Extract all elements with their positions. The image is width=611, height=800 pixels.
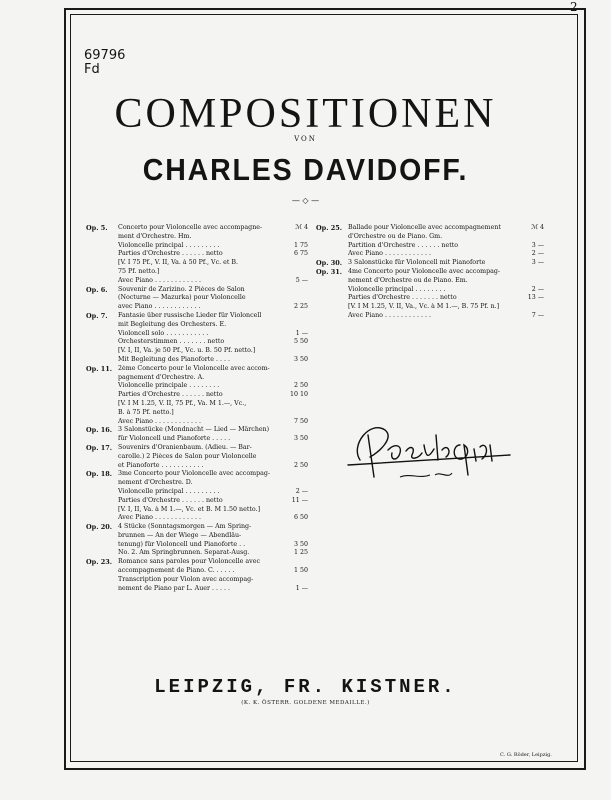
catalog-line bbox=[118, 418, 308, 427]
price: ℳ 4 bbox=[531, 224, 544, 231]
price: 3 50 bbox=[293, 540, 308, 548]
work-description: Parties d'Orchestre . . . . . . netto bbox=[118, 391, 223, 399]
page-title: COMPOSITIONEN bbox=[114, 91, 497, 137]
work-description: Parties d'Orchestre . . . . . . netto bbox=[118, 250, 223, 258]
work-description: Souvenir de Zarizino. 2 Pièces de Salon bbox=[118, 285, 245, 293]
price bbox=[518, 277, 544, 286]
catalog-line bbox=[118, 541, 308, 550]
price: 5 — bbox=[295, 276, 308, 284]
price: 2 — bbox=[295, 487, 308, 495]
price bbox=[282, 312, 308, 321]
work-description: et Pianoforte . . . . . . . . . . . bbox=[118, 461, 204, 469]
work-description: Partition d'Orchestre . . . . . . netto bbox=[348, 241, 459, 249]
price: 1 75 bbox=[293, 241, 308, 249]
work-description: (Nocturne — Mazurka) pour Violoncelle bbox=[118, 294, 246, 302]
price bbox=[282, 558, 308, 567]
work-description: 4 Stücke (Sonntagsmorgen — Am Spring- bbox=[118, 523, 252, 531]
opus-entry bbox=[316, 268, 544, 321]
price: 6 50 bbox=[293, 514, 308, 522]
catalog-line bbox=[348, 224, 544, 233]
catalog-line bbox=[118, 567, 308, 576]
work-description: 75 Pf. netto.] bbox=[118, 267, 160, 275]
price: 2 25 bbox=[293, 303, 308, 311]
price: 3 50 bbox=[293, 355, 308, 363]
opus-entry bbox=[86, 286, 308, 312]
price: 2 — bbox=[531, 285, 544, 293]
price bbox=[282, 532, 308, 541]
catalog-line bbox=[118, 382, 308, 391]
publisher-name: LEIPZIG, FR. KISTNER. bbox=[154, 676, 457, 698]
work-description: [V. I M 1.25, V. II, Va., Vc. à M 1.—, B. 75 Pf. n.] bbox=[348, 303, 500, 311]
catalog-line bbox=[118, 242, 308, 251]
opus-number: Op. 11. bbox=[86, 364, 113, 373]
catalog-line bbox=[118, 497, 308, 506]
price bbox=[282, 347, 308, 356]
opus-entry bbox=[86, 365, 308, 427]
work-description: Parties d'Orchestre . . . . . . netto bbox=[118, 496, 223, 504]
catalog-line bbox=[118, 532, 308, 541]
opus-entry bbox=[86, 558, 308, 593]
catalog-line bbox=[118, 400, 308, 409]
catalog-line bbox=[118, 224, 308, 233]
opus-entry bbox=[86, 470, 308, 523]
price bbox=[518, 233, 544, 242]
catalog-line bbox=[118, 250, 308, 259]
price bbox=[282, 409, 308, 418]
catalog-line bbox=[118, 514, 308, 523]
price: 5 50 bbox=[293, 338, 308, 346]
price: 3 — bbox=[531, 259, 544, 267]
catalog-line bbox=[348, 259, 544, 268]
catalog-line bbox=[348, 277, 544, 286]
catalog-line bbox=[118, 506, 308, 515]
work-description: Orchesterstimmen . . . . . . . netto bbox=[118, 338, 225, 346]
work-description: Avec Piano . . . . . . . . . . . . bbox=[118, 417, 201, 425]
catalog-line bbox=[118, 321, 308, 330]
opus-number: Op. 17. bbox=[86, 443, 113, 452]
price: 13 — bbox=[527, 294, 544, 302]
catalog-line bbox=[118, 488, 308, 497]
opus-number: Op. 30. bbox=[316, 259, 343, 268]
catalog-left-column bbox=[86, 224, 308, 593]
work-description: Ballade pour Violoncelle avec accompagnement bbox=[348, 224, 501, 231]
price: 1 — bbox=[295, 584, 308, 592]
work-description: 3 Salonstücke (Mondnacht — Lied — Märchen) bbox=[118, 426, 270, 434]
von-label: VON bbox=[294, 135, 317, 143]
work-description: No. 2. Am Springbrunnen. Separat-Ausg. bbox=[118, 549, 250, 557]
work-description: Transcription pour Violon avec accompag- bbox=[118, 575, 254, 583]
work-description: Violoncelle principal . . . . . . . . . bbox=[118, 487, 220, 495]
work-description: carolle.) 2 Pièces de Salon pour Violoncelle bbox=[118, 452, 257, 460]
opus-entry bbox=[316, 224, 544, 259]
work-description: 4me Concerto pour Violoncelle avec accompag- bbox=[348, 267, 501, 275]
opus-number: Op. 16. bbox=[86, 426, 113, 435]
catalog-line bbox=[118, 391, 308, 400]
work-description: Fantasie über russische Lieder für Violoncell bbox=[118, 311, 262, 319]
stamp-number: 69796 bbox=[84, 48, 126, 63]
price bbox=[282, 523, 308, 532]
work-description: Violoncell solo . . . . . . . . . . . bbox=[118, 329, 209, 337]
opus-number: Op. 7. bbox=[86, 311, 108, 320]
catalog-line bbox=[118, 268, 308, 277]
catalog-line bbox=[118, 585, 308, 594]
work-description: Avec Piano . . . . . . . . . . . . bbox=[118, 514, 201, 522]
work-description: [V. I, II, Va. je 50 Pf., Vc. u. B. 50 Pf. netto.] bbox=[118, 347, 256, 355]
work-description: Violoncelle principal . . . . . . . . . bbox=[118, 241, 220, 249]
price: 7 50 bbox=[293, 417, 308, 425]
work-description: mit Begleitung des Orchesters. E. bbox=[118, 320, 227, 328]
work-description: nement de Piano par L. Auer . . . . . bbox=[118, 584, 231, 592]
catalog-line bbox=[118, 347, 308, 356]
opus-number: Op. 18. bbox=[86, 470, 113, 479]
work-description: nement d'Orchestre. D. bbox=[118, 479, 193, 487]
catalog-line bbox=[348, 233, 544, 242]
work-description: avec Piano . . . . . . . . . . . . bbox=[118, 303, 201, 311]
catalog-line bbox=[118, 444, 308, 453]
catalog-line bbox=[118, 470, 308, 479]
catalog-line bbox=[118, 356, 308, 365]
price bbox=[282, 453, 308, 462]
catalog-line bbox=[118, 374, 308, 383]
opus-number: Op. 6. bbox=[86, 285, 108, 294]
work-description: 3me Concerto pour Violoncelle avec accompag- bbox=[118, 470, 271, 478]
corner-mark: 2 bbox=[570, 0, 578, 14]
price: 2 — bbox=[531, 250, 544, 258]
price bbox=[282, 506, 308, 515]
opus-entry bbox=[316, 259, 544, 268]
opus-number: Op. 23. bbox=[86, 558, 113, 567]
catalog-line bbox=[118, 426, 308, 435]
catalog-line bbox=[118, 303, 308, 312]
catalog-line bbox=[118, 338, 308, 347]
opus-entry bbox=[86, 444, 308, 470]
catalog-line bbox=[348, 294, 544, 303]
catalog-line bbox=[118, 294, 308, 303]
work-description: Avec Piano . . . . . . . . . . . . bbox=[348, 250, 431, 258]
opus-number: Op. 25. bbox=[316, 224, 343, 232]
price: 3 — bbox=[531, 241, 544, 249]
work-description: für Violoncell und Pianoforte . . . . . bbox=[118, 435, 231, 443]
catalog-line bbox=[118, 259, 308, 268]
opus-number: Op. 31. bbox=[316, 267, 343, 276]
price bbox=[282, 233, 308, 242]
price bbox=[282, 576, 308, 585]
opus-entry bbox=[86, 312, 308, 365]
price bbox=[282, 426, 308, 435]
work-description: d'Orchestre ou de Piano. Gm. bbox=[348, 232, 443, 240]
price bbox=[282, 479, 308, 488]
work-description: Violoncelle principale . . . . . . . . bbox=[118, 382, 220, 390]
catalog-right-column bbox=[316, 224, 544, 321]
work-description: [V. I, II, Va. à M 1.—, Vc. et B. M 1.50 netto.] bbox=[118, 505, 261, 513]
catalog-line bbox=[118, 312, 308, 321]
work-description: Romance sans paroles pour Violoncelle avec bbox=[118, 558, 260, 566]
work-description: Mit Begleitung des Pianoforte . . . . bbox=[118, 355, 231, 363]
catalog-line bbox=[118, 435, 308, 444]
catalog-line bbox=[118, 453, 308, 462]
work-description: Avec Piano . . . . . . . . . . . . bbox=[118, 276, 201, 284]
catalog-line bbox=[118, 277, 308, 286]
price: 6 75 bbox=[293, 250, 308, 258]
price bbox=[282, 400, 308, 409]
work-description: [V. I M 1.25, V. II, 75 Pf., Va. M 1.—, Vc., bbox=[118, 399, 247, 407]
catalog-line bbox=[348, 286, 544, 295]
catalog-line bbox=[118, 549, 308, 558]
catalog-line bbox=[118, 330, 308, 339]
price bbox=[282, 444, 308, 453]
price bbox=[282, 286, 308, 295]
work-description: pagnement d'Orchestre. A. bbox=[118, 373, 205, 381]
price bbox=[282, 470, 308, 479]
composer-name: CHARLES DAVIDOFF. bbox=[142, 152, 469, 187]
price: 1 — bbox=[295, 329, 308, 337]
catalog-line bbox=[348, 250, 544, 259]
catalog-line bbox=[118, 365, 308, 374]
work-description: B. à 75 Pf. netto.] bbox=[118, 408, 174, 416]
work-description: nement d'Orchestre ou de Piano. Em. bbox=[348, 276, 468, 284]
printer-credit: C. G. Röder, Leipzig. bbox=[500, 752, 552, 758]
work-description: Concerto pour Violoncelle avec accompagne- bbox=[118, 224, 263, 231]
publisher-medal: (K. K. ÖSTERR. GOLDENE MEDAILLE.) bbox=[241, 700, 370, 706]
handwritten-signature bbox=[340, 405, 520, 495]
catalog-line bbox=[118, 576, 308, 585]
price bbox=[282, 365, 308, 374]
price: 3 50 bbox=[293, 435, 308, 443]
work-description: tenung) für Violoncell und Pianoforte . . bbox=[118, 540, 246, 548]
work-description: Avec Piano . . . . . . . . . . . . bbox=[348, 311, 431, 319]
ornament: — ◇ — bbox=[291, 196, 320, 205]
catalog-line bbox=[118, 479, 308, 488]
work-description: ment d'Orchestre. Hm. bbox=[118, 232, 192, 240]
work-description: [V. I 75 Pf., V. II, Va. à 50 Pf., Vc. et B. bbox=[118, 259, 238, 267]
catalog-line bbox=[118, 409, 308, 418]
price bbox=[282, 259, 308, 268]
price: 10 10 bbox=[289, 391, 308, 399]
price: ℳ 4 bbox=[295, 224, 308, 231]
work-description: Souvenirs d'Oranienbaum. (Adieu. — Bar- bbox=[118, 443, 252, 451]
work-description: Parties d'Orchestre . . . . . . . netto bbox=[348, 294, 457, 302]
work-description: Violoncelle principal . . . . . . . . bbox=[348, 285, 446, 293]
price bbox=[282, 321, 308, 330]
work-description: accompagnement de Piano. C. . . . . . bbox=[118, 567, 235, 575]
catalog-line bbox=[348, 268, 544, 277]
price bbox=[282, 294, 308, 303]
catalog-line bbox=[118, 462, 308, 471]
catalog-line bbox=[348, 303, 544, 312]
price bbox=[282, 374, 308, 383]
catalog-line bbox=[118, 233, 308, 242]
price bbox=[518, 268, 544, 277]
price: 1 25 bbox=[293, 549, 308, 557]
price: 11 — bbox=[291, 496, 308, 504]
stamp-code: Fd bbox=[84, 62, 100, 77]
catalog-line bbox=[118, 286, 308, 295]
opus-number: Op. 5. bbox=[86, 224, 108, 232]
work-description: brunnen — An der Wiege — Abendläu- bbox=[118, 531, 242, 539]
work-description: 3 Salonstücke für Violoncell mit Pianoforte bbox=[348, 259, 486, 267]
price: 7 — bbox=[531, 311, 544, 319]
catalog-line bbox=[348, 312, 544, 321]
price bbox=[518, 303, 544, 312]
catalog-line bbox=[118, 558, 308, 567]
price: 1 50 bbox=[293, 567, 308, 575]
price: 2 50 bbox=[293, 382, 308, 390]
library-stamp bbox=[84, 49, 125, 77]
price: 2 50 bbox=[293, 461, 308, 469]
opus-entry bbox=[86, 523, 308, 558]
price bbox=[282, 268, 308, 277]
opus-number: Op. 20. bbox=[86, 523, 113, 532]
catalog-line bbox=[118, 523, 308, 532]
catalog-line bbox=[348, 242, 544, 251]
opus-entry bbox=[86, 426, 308, 444]
opus-entry bbox=[86, 224, 308, 286]
work-description: 2ème Concerto pour le Violoncelle avec accom- bbox=[118, 364, 270, 372]
